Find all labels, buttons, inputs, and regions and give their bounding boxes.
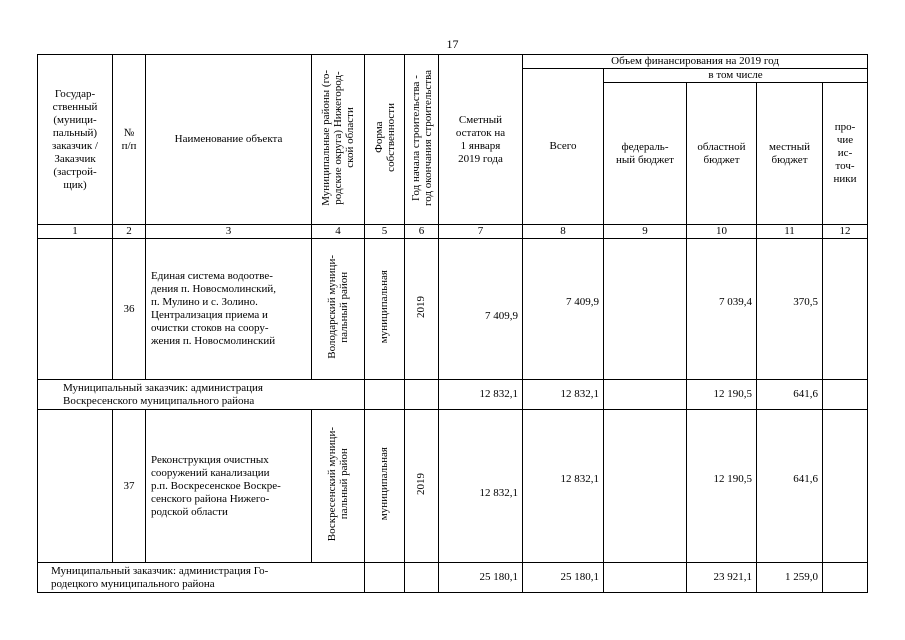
column-number-row: [38, 225, 868, 239]
row-other: [823, 410, 868, 563]
financing-table: [37, 54, 868, 593]
col-number: 7: [439, 225, 523, 239]
table-row: [38, 410, 868, 563]
header-federal: федераль- ный бюджет: [604, 83, 687, 225]
row-object-name: Реконструкция очистных сооружений канализации р.п. Воскресенское Воскре- сенского района Нижего- родской области: [146, 410, 312, 563]
header-including: в том числе: [604, 69, 868, 83]
subtotal-blank: [405, 563, 439, 593]
header-local: местный бюджет: [757, 83, 823, 225]
header-years: Год начала строительства - год окончания строительства: [405, 55, 439, 225]
row-local: 370,5: [757, 239, 823, 380]
col-number: 12: [823, 225, 868, 239]
header-regional: областной бюджет: [687, 83, 757, 225]
subtotal-estimate: 12 832,1: [439, 380, 523, 410]
header-ownership: Форма собственности: [365, 55, 405, 225]
row-customer: [38, 410, 113, 563]
row-num: 37: [113, 410, 146, 563]
col-number: 10: [687, 225, 757, 239]
row-other: [823, 239, 868, 380]
subtotal-total: 25 180,1: [523, 563, 604, 593]
subtotal-federal: [604, 380, 687, 410]
row-district: Володарский муници- пальный район: [312, 239, 365, 380]
header-customer: Государ- ственный (муници- пальный) заказчик / Заказчик (застрой- щик): [38, 55, 113, 225]
row-customer: [38, 239, 113, 380]
col-number: 5: [365, 225, 405, 239]
subtotal-other: [823, 563, 868, 593]
header-financing: Объем финансирования на 2019 год: [523, 55, 868, 69]
row-total: 7 409,9: [523, 239, 604, 380]
subtotal-blank: [365, 380, 405, 410]
row-district: Воскресенский муници- пальный район: [312, 410, 365, 563]
col-number: 2: [113, 225, 146, 239]
header-other: про- чие ис- точ- ники: [823, 83, 868, 225]
row-object-name: Единая система водоотве- дения п. Новосмолинский, п. Мулино и с. Золино. Централизация приема и очистки стоков на соору- жения п. Новосмолинский: [146, 239, 312, 380]
subtotal-regional: 12 190,5: [687, 380, 757, 410]
subtotal-label: Муниципальный заказчик: администрация Го- родецкого муниципального района: [38, 563, 365, 593]
page-number: 17: [446, 37, 459, 51]
col-number: 9: [604, 225, 687, 239]
subtotal-estimate: 25 180,1: [439, 563, 523, 593]
subtotal-label: Муниципальный заказчик: администрация Воскресенского муниципального района: [38, 380, 365, 410]
row-local: 641,6: [757, 410, 823, 563]
col-number: 4: [312, 225, 365, 239]
table-row: [38, 239, 868, 380]
subtotal-regional: 23 921,1: [687, 563, 757, 593]
row-regional: 7 039,4: [687, 239, 757, 380]
col-number: 8: [523, 225, 604, 239]
header-num: № п/п: [113, 55, 146, 225]
row-ownership: муниципальная: [365, 410, 405, 563]
header-object-name: Наименование объекта: [146, 55, 312, 225]
row-estimate: 7 409,9: [439, 239, 523, 380]
header-district: Муниципальные районы (го- родские округа) Нижегород- ской области: [312, 55, 365, 225]
row-regional: 12 190,5: [687, 410, 757, 563]
col-number: 6: [405, 225, 439, 239]
subtotal-row: [38, 380, 868, 410]
row-num: 36: [113, 239, 146, 380]
subtotal-local: 1 259,0: [757, 563, 823, 593]
header-estimate: Сметный остаток на 1 января 2019 года: [439, 55, 523, 225]
col-number: 11: [757, 225, 823, 239]
col-number: 1: [38, 225, 113, 239]
row-years: 2019: [405, 239, 439, 380]
header-total: Всего: [523, 69, 604, 225]
row-ownership: муниципальная: [365, 239, 405, 380]
subtotal-total: 12 832,1: [523, 380, 604, 410]
row-federal: [604, 239, 687, 380]
row-years: 2019: [405, 410, 439, 563]
row-total: 12 832,1: [523, 410, 604, 563]
subtotal-other: [823, 380, 868, 410]
subtotal-row: [38, 563, 868, 593]
row-estimate: 12 832,1: [439, 410, 523, 563]
subtotal-local: 641,6: [757, 380, 823, 410]
subtotal-blank: [365, 563, 405, 593]
row-federal: [604, 410, 687, 563]
subtotal-blank: [405, 380, 439, 410]
subtotal-federal: [604, 563, 687, 593]
col-number: 3: [146, 225, 312, 239]
